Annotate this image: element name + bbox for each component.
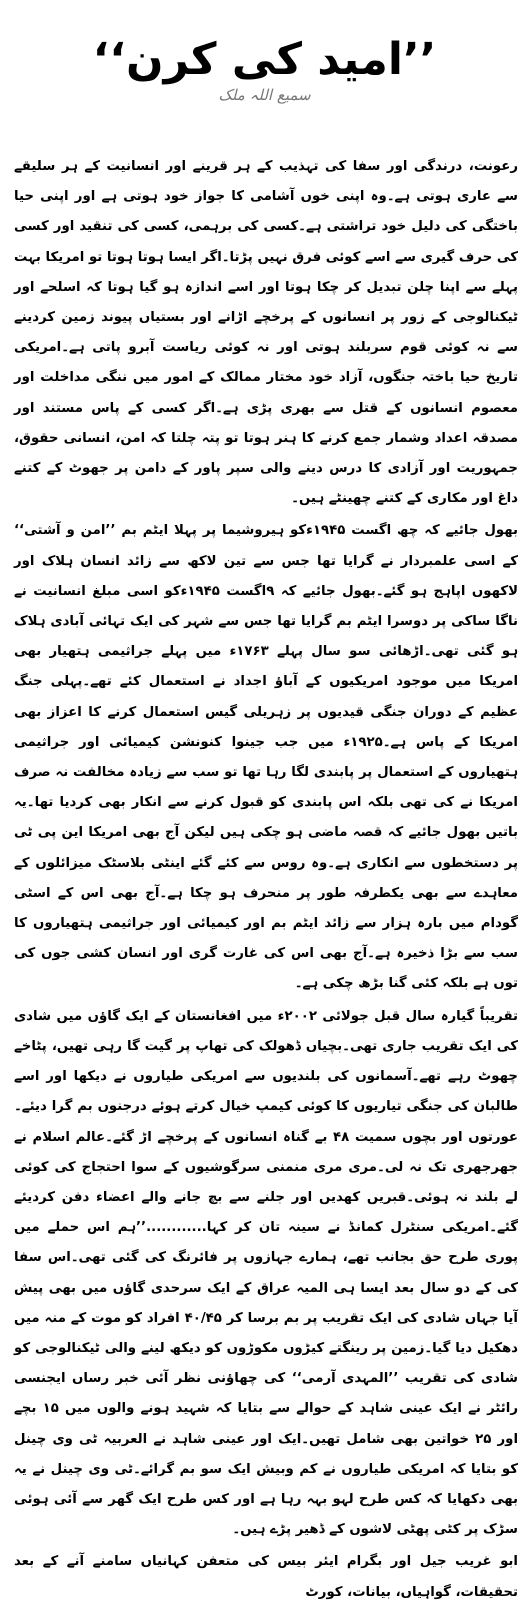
paragraph-3: تقریباً گیارہ سال قبل جولائی ۲۰۰۲ء میں افغانستان کے ایک گاؤں میں شادی کی ایک تقریب جاری تھی۔بچیاں ڈھولک کی تھاپ پر گیت گا رہی تھیں، پٹاخے چھوٹ رہے تھے۔آسمانوں کی بلندیوں سے امریکی طیاروں نے دیکھا اور اسے طالبان کی جنگی تیاریوں کا کوئی کیمپ خیال کرتے ہوئے درجنوں بم گرا دیئے۔عورتوں اور بچوں سمیت ۴۸ بے گناہ انسانوں کے پرخچے اڑ گئے۔عالم اسلام نے جھرجھری تک نہ لی۔مری مری منمنی سرگوشیوں کے سوا احتجاج کی کوئی لے بلند نہ ہوئی۔قبریں کھدیں اور جلنے سے بچ جانے والے اعضاء دفن کردیئے گئے۔امریکی سنٹرل کمانڈ نے سینہ تان کر کہا............’’ہم اس حملے میں پوری طرح حق بجانب تھے، ہمارے جہازوں پر فائرنگ کی گئی تھی۔اس سفا کی کے دو سال بعد ایسا ہی المیہ عراق کے ایک سرحدی گاؤں میں بھی پیش آیا جہاں شادی کی ایک تقریب پر بم برسا کر ۴۰/۴۵ افراد کو موت کے منہ میں دھکیل دیا گیا۔زمین پر رینگتے کیڑوں مکوڑوں کو دیکھ لینے والی ٹیکنالوجی کو شادی کی تقریب ’’المہدی آرمی‘‘ کی چھاؤنی نظر آئی خبر رساں ایجنسی رائٹر نے ایک عینی شاہد کے حوالے سے بتایا کہ شہید ہونے والوں میں ۱۵ بچے اور ۲۵ خواتین بھی شامل تھیں۔ایک اور عینی شاہد نے العربیہ ٹی وی چینل کو بتایا کہ امریکی طیاروں نے کم وبیش ایک سو بم گرائے۔ٹی وی چینل نے یہ بھی دکھایا کہ کس طرح لہو بہہ رہا ہے اور کس طرح ایک گھر سے آئی ہوئی سڑک پر کٹی پھٹی لاشوں کے ڈھیر پڑے ہیں۔ [14, 1008, 519, 1538]
paragraph-1: رعونت، درندگی اور سفا کی تہذیب کے ہر قرینے اور انسانیت کے ہر سلیقے سے عاری ہوتی ہے۔وہ اپنی خوں آشامی کا جواز خود ہوتی ہے اور اپنی حیا باختگی کی دلیل خود تراشتی ہے۔کسی کی برہمی، کسی کی تنقید اور کسی کی حرف گیری سے اسے کوئی فرق نہیں پڑتا۔اگر ایسا ہوتا ہوتا تو امریکا بہت پہلے سے اپنا چلن تبدیل کر چکا ہوتا اور اسے اندازہ ہو گیا ہوتا کہ اسلحے اور ٹیکنالوجی کے زور پر انسانوں کے پرخچے اڑانے اور بستیاں پیوند زمین کردینے سے نہ کوئی قوم سربلند ہوتی اور نہ کوئی ریاست آبرو پاتی ہے۔امریکی تاریخ حیا باختہ جنگوں، آزاد خود مختار ممالک کے امور میں ننگی مداخلت اور معصوم انسانوں کے قتل سے بھری پڑی ہے۔اگر کسی کے پاس مستند اور مصدقہ اعداد وشمار جمع کرنے کا ہنر ہوتا تو پتہ چلتا کہ امن، انسانی حقوق، جمہوریت اور آزادی کا درس دینے والی سپر پاور کے دامن پر جھوٹ کے کتنے داغ اور مکاری کے کتنے چھینٹے ہیں۔ [14, 159, 518, 507]
article-author: سمیع اللہ ملک [218, 86, 311, 104]
paragraph-2: بھول جائیے کہ چھ اگست ۱۹۴۵ءکو ہیروشیما پر پہلا ایٹم بم ’’امن و آشتی‘‘ کے اسی علمبردار نے گرایا تھا جس سے تین لاکھ سے زائد انسان ہلاک اور لاکھوں اپاہج ہو گئے۔بھول جائیے کہ ۹اگست ۱۹۴۵ءکو اسی مبلغ انسانیت نے ناگا ساکی پر دوسرا ایٹم بم گرایا تھا جس سے شہر کی ایک تہائی آبادی ہلاک ہو گئی تھی۔اڑھائی سو سال پہلے ۱۷۶۳ء میں پہلے جراثیمی ہتھیار بھی امریکا میں موجود امریکیوں کے آباؤ اجداد نے استعمال کئے تھے۔پہلی جنگ عظیم کے دوران جنگی قیدیوں پر زہریلی گیس استعمال کرنے کا اعزاز بھی امریکا کے پاس ہے۔۱۹۲۵ء میں جب جینوا کنونشن کیمیائی اور جراثیمی ہتھیاروں کے استعمال پر پابندی لگا رہا تھا تو سب سے زیادہ مخالفت نہ صرف امریکا نے کی تھی بلکہ اس پابندی کو قبول کرنے سے انکار بھی کردیا تھا۔یہ باتیں بھول جائیے کہ قصہ ماضی ہو چکی ہیں لیکن آج بھی امریکا این پی ٹی پر دستخطوں سے انکاری ہے۔وہ روس سے کئے گئے اینٹی بلاسٹک میزائلوں کے معاہدے سے بھی یکطرفہ طور پر منحرف ہو چکا ہے۔آج بھی اس کے اسٹی گودام میں بارہ ہزار سے زائد ایٹم بم اور کیمیائی اور جراثیمی ہتھیاروں کا سب سے بڑا ذخیرہ ہے۔آج بھی اس کی غارت گری اور انسان کشی جوں کی توں ہے بلکہ کئی گنا بڑھ چکی ہے۔ [14, 523, 519, 992]
article-title: ’’امید کی کرن‘‘ [92, 34, 437, 85]
paragraph-4: ابو غریب جیل اور بگرام ایئر بیس کی متعفن کہانیاں سامنے آنے کے بعد تحقیقات، گواہیاں، بیانات، کورٹ [14, 1554, 518, 1600]
article-body [14, 152, 518, 1610]
